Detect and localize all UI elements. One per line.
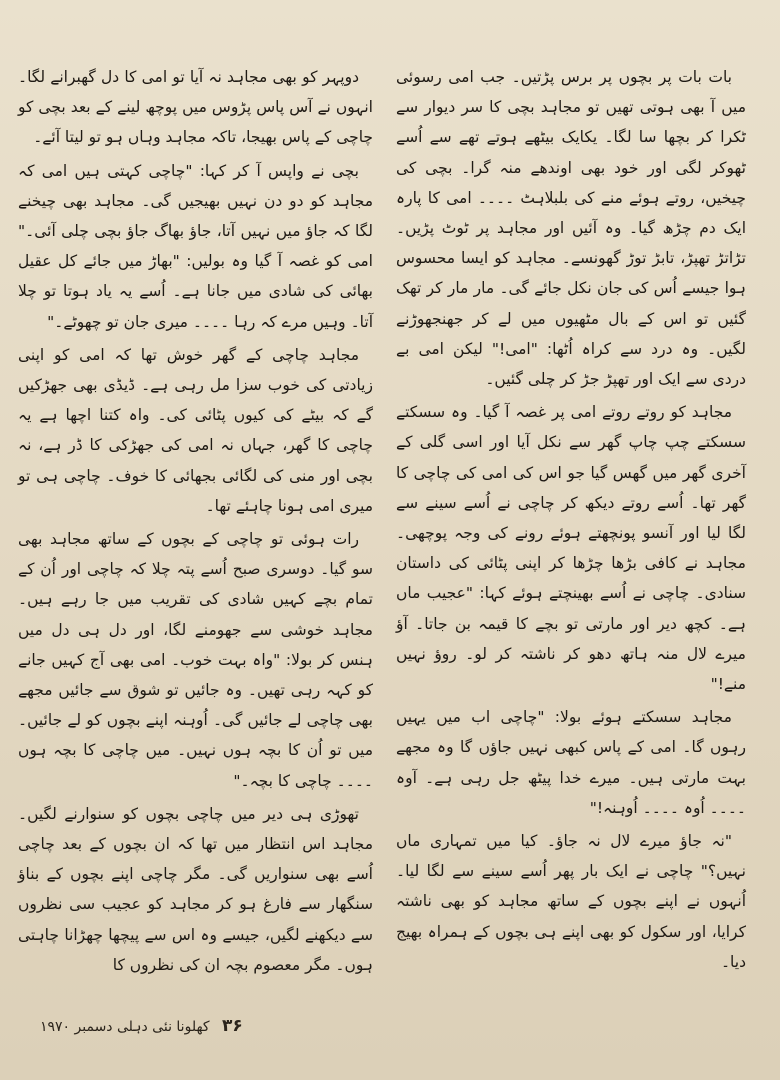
paragraph: مجاہد سسکتے ہوئے بولا: "چاچی اب میں یہیں رہوں گا۔ امی کے پاس کبھی نہیں جاؤں گا وہ مجھے بہت مارتی ہیں۔ میرے خدا پیٹھ جل رہی ہے۔ آوہ ۔۔۔۔ اُوہ ۔۔۔۔ اُوہنہ!"	[396, 708, 746, 817]
paragraph: دوپہر کو بھی مجاہد نہ آیا تو امی کا دل گھبرانے لگا۔ انہوں نے آس پاس پڑوس میں پوچھ لینے کے بعد بچی کو چاچی کے پاس بھیجا، تاکہ مجاہد وہاں ہو تو لیتا آئے۔	[18, 68, 373, 147]
paragraph: تھوڑی ہی دیر میں چاچی بچوں کو سنوارنے لگیں۔ مجاہد اس انتظار میں تھا کہ ان بچوں کے بعد چاچی اُسے بھی سنواریں گی۔ مگر چاچی اپنے بچوں کے بناؤ سنگھار سے فارغ ہو کر مجاہد کو عجیب سی نظروں سے دیکھنے لگیں، جیسے وہ اس سے پیچھا چھڑانا چاہتی ہوں۔ مگر معصوم بچہ ان کی نظروں کا	[18, 804, 373, 974]
paragraph: مجاہد چاچی کے گھر خوش تھا کہ امی کو اپنی زیادتی کی خوب سزا مل رہی ہے۔ ڈیڈی بھی جھڑکیں گے کہ بیٹے کی کیوں پٹائی کی۔ واہ کتنا اچھا ہے یہ چاچی کا گھر، جہاں نہ امی کی جھڑکی کا ڈر ہے، نہ بچی اور منی کی لگائی بجھائی کا خوف۔ چاچی ہی تو میری امی ہونا چاہئے تھا۔	[18, 345, 373, 515]
paragraph: بچی نے واپس آ کر کہا: "چاچی کہتی ہیں امی کہ مجاہد کو دو دن نہیں بھیجیں گی۔ مجاہد بھی چیخنے لگا کہ جاؤ میں نہیں آتا، جاؤ بھاگ جاؤ بچی چلی آئی۔" امی کو غصہ آ گیا وہ بولیں: "بھاڑ میں جائے کل عقیل بھائی کی شادی میں جانا ہے۔ اُسے یہ یاد ہوتا تو چلا آتا۔ وہیں مرے کہ رہا ۔۔۔۔ میری جان تو چھوٹے۔"	[18, 161, 373, 331]
paragraph: مجاہد کو روتے روتے امی پر غصہ آ گیا۔ وہ سسکتے سسکتے چپ چاپ گھر سے نکل آیا اور اسی گلی کے آخری گھر میں گھس گیا جو اس کی امی کی چاچی کا گھر تھا۔ اُسے روتے دیکھ کر چاچی نے اُسے سینے سے لگا لیا اور آنسو پونچھتے ہوئے رونے کی وجہ پوچھی۔ مجاہد نے کافی بڑھا چڑھا کر اپنی پٹائی کی داستان سنادی۔ چاچی نے اُسے بھینچتے ہوئے کہا: "عجیب ماں ہے۔ کچھ دیر اور مارتی تو بچے کا قیمہ بن جاتا۔ آؤ میرے لال منہ ہاتھ دھو کر ناشتہ کر لو۔ روؤ نہیں منے!"	[396, 403, 746, 694]
text-column-left	[18, 62, 373, 983]
paragraph: بات بات پر بچوں پر برس پڑتیں۔ جب امی رسوئی میں آ بھی ہوتی تھیں تو مجاہد بچی کا سر دیوار سے ٹکرا کر بچھا سا لگا۔ یکایک بیٹھے ہوتے تھے سے اُسے ٹھوکر لگی اور خود بھی اوندھے منہ گرا۔ بچی کی چیخیں، روتے ہوئے منے کی بلبلاہٹ ۔۔۔۔ امی کا پارہ ایک دم چڑھ گیا۔ وہ آئیں اور مجاہد پر ٹوٹ پڑیں۔ تڑاتڑ تھپڑ، تابڑ توڑ گھونسے۔ مجاہد کو ایسا محسوس ہوا جیسے اُس کی جان نکل جائے گی۔ مار مار کر تھک گئیں تو اس کے بال مٹھیوں میں لے کر جھنجھوڑنے لگیں۔ وہ درد سے کراہ اُٹھا: "امی!" لیکن امی بے دردی سے ایک اور تھپڑ جڑ کر چلی گئیں۔	[396, 68, 746, 389]
text-column-right	[396, 62, 746, 980]
publication-info: کھلونا نئی دہلی دسمبر ۱۹۷۰	[40, 1019, 210, 1035]
paragraph: "نہ جاؤ میرے لال نہ جاؤ۔ کیا میں تمہاری ماں نہیں؟" چاچی نے ایک بار پھر اُسے سینے سے لگا لیا۔ اُنہوں نے اپنے بچوں کے ساتھ مجاہد کو بھی ناشتہ کرایا، اور سکول کو بھی اپنے ہی بچوں کے ہمراہ بھیج دیا۔	[396, 832, 746, 971]
paragraph: رات ہوئی تو چاچی کے بچوں کے ساتھ مجاہد بھی سو گیا۔ دوسری صبح اُسے پتہ چلا کہ چاچی اور اُن کے تمام بچے کہیں شادی کی تقریب میں جا رہے ہیں۔ مجاہد خوشی سے جھومنے لگا، اور دل ہی دل میں ہنس کر بولا: "واہ بہت خوب۔ امی بھی آج کہیں جانے کو کہہ رہی تھیں۔ وہ جائیں تو شوق سے جائیں مجھے بھی چاچی لے جائیں گی۔ اُوہنہ اپنے بچوں کو لے جائیں۔ میں تو اُن کا بچہ ہوں نہیں۔ میں چاچی کا بچہ ہوں ۔۔۔۔ چاچی کا بچہ۔"	[18, 530, 373, 790]
page-number: ۳۶	[222, 1016, 243, 1036]
page-footer	[40, 1016, 243, 1036]
